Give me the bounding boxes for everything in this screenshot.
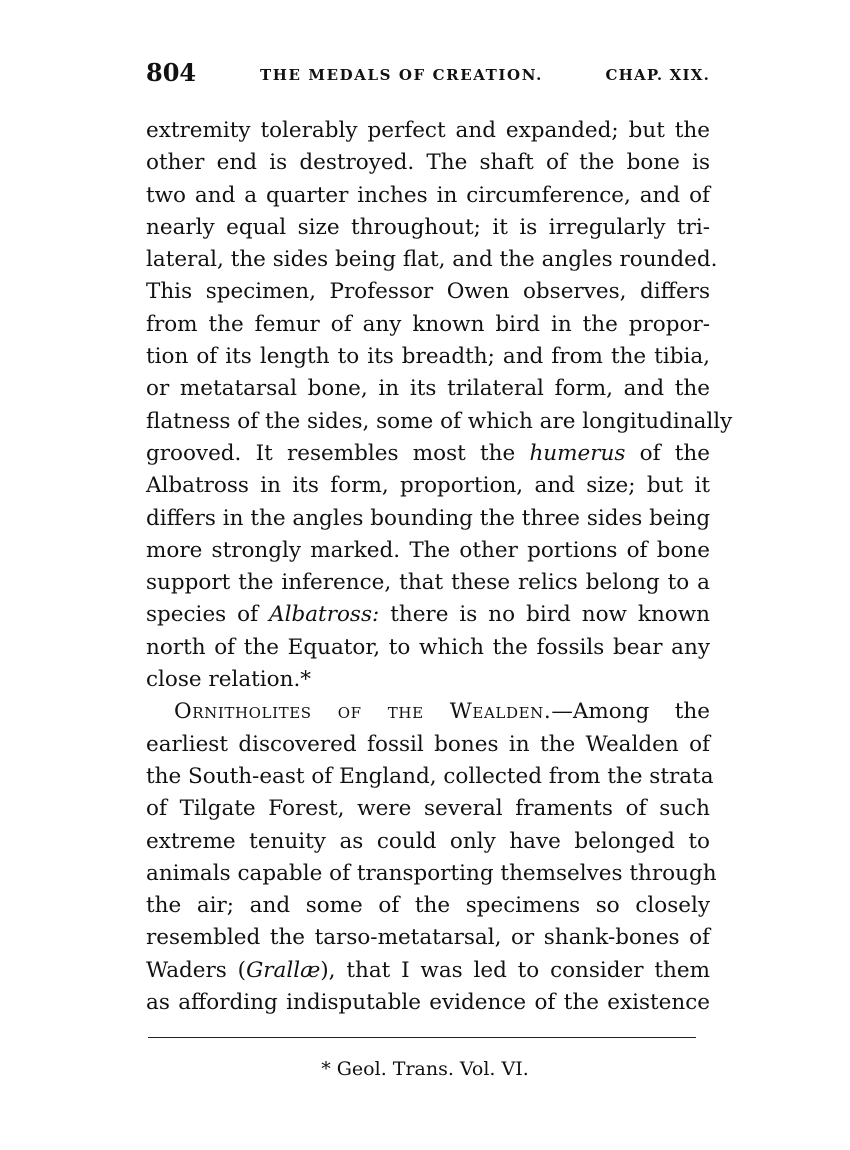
text-line: other end is destroyed. The shaft of the bone is	[146, 150, 710, 176]
text-line: the South-east of England, collected from the strata	[146, 763, 714, 789]
text-line: differs in the angles bounding the three sides being	[146, 505, 711, 531]
text-run: grooved. It resembles most the	[146, 440, 530, 466]
italic-term: Grallæ	[246, 957, 321, 983]
text-line: animals capable of transporting themselves through	[146, 860, 717, 886]
paragraph	[146, 115, 733, 696]
paragraph	[146, 696, 717, 1019]
text-line: This specimen, Professor Owen observes, differs	[146, 279, 710, 305]
text-line: tion of its length to its breadth; and from the tibia,	[146, 344, 710, 370]
text-line: lateral, the sides being flat, and the angles rounded.	[146, 247, 718, 273]
text-line: extreme tenuity as could only have belonged to	[146, 828, 710, 854]
text-line	[146, 599, 710, 631]
text-run: species of	[146, 602, 270, 628]
text-line: earliest discovered fossil bones in the Wealden of	[146, 731, 710, 757]
section-heading: Ornitholites of the Wealden.	[174, 699, 552, 725]
footnote-rule	[148, 1037, 696, 1038]
text-line	[146, 955, 710, 987]
footnote: * Geol. Trans. Vol. VI.	[321, 1058, 529, 1080]
text-line: the air; and some of the specimens so closely	[146, 893, 710, 919]
text-run: ), that I was led to consider them	[320, 957, 710, 983]
text-run: Waders (	[146, 957, 247, 983]
italic-term: Albatross:	[269, 602, 380, 628]
text-line: resembled the tarso-metatarsal, or shank-bones of	[146, 925, 710, 951]
chapter-label: CHAP. XIX.	[605, 66, 710, 84]
text-line: from the femur of any known bird in the propor-	[146, 311, 710, 337]
text-line: north of the Equator, to which the fossils bear any	[146, 634, 710, 660]
text-line	[146, 438, 710, 470]
text-line: two and a quarter inches in circumference, and of	[146, 182, 710, 208]
text-line: more strongly marked. The other portions of bone	[146, 537, 710, 563]
text-run: —Among the	[551, 699, 710, 725]
text-line: or metatarsal bone, in its trilateral form, and the	[146, 376, 710, 402]
body-text	[146, 115, 733, 1019]
text-line: extremity tolerably perfect and expanded; but the	[146, 118, 710, 143]
text-run: there is no bird now known	[379, 602, 710, 628]
text-line	[146, 696, 710, 728]
text-line: support the inference, that these relics belong to a	[146, 570, 710, 596]
text-line: Albatross in its form, proportion, and size; but it	[146, 473, 710, 499]
text-run: of the	[625, 440, 710, 466]
text-line: of Tilgate Forest, were several framents of such	[146, 796, 710, 822]
text-line: flatness of the sides, some of which are longitudinally	[146, 408, 733, 434]
italic-term: humerus	[529, 440, 626, 466]
running-head	[146, 58, 710, 98]
text-line: as affording indisputable evidence of the existence	[146, 990, 710, 1016]
running-title: THE MEDALS OF CREATION.	[260, 66, 543, 84]
page-number: 804	[146, 58, 197, 87]
text-line: nearly equal size throughout; it is irregularly tri-	[146, 214, 710, 240]
text-line: close relation.*	[146, 667, 312, 693]
